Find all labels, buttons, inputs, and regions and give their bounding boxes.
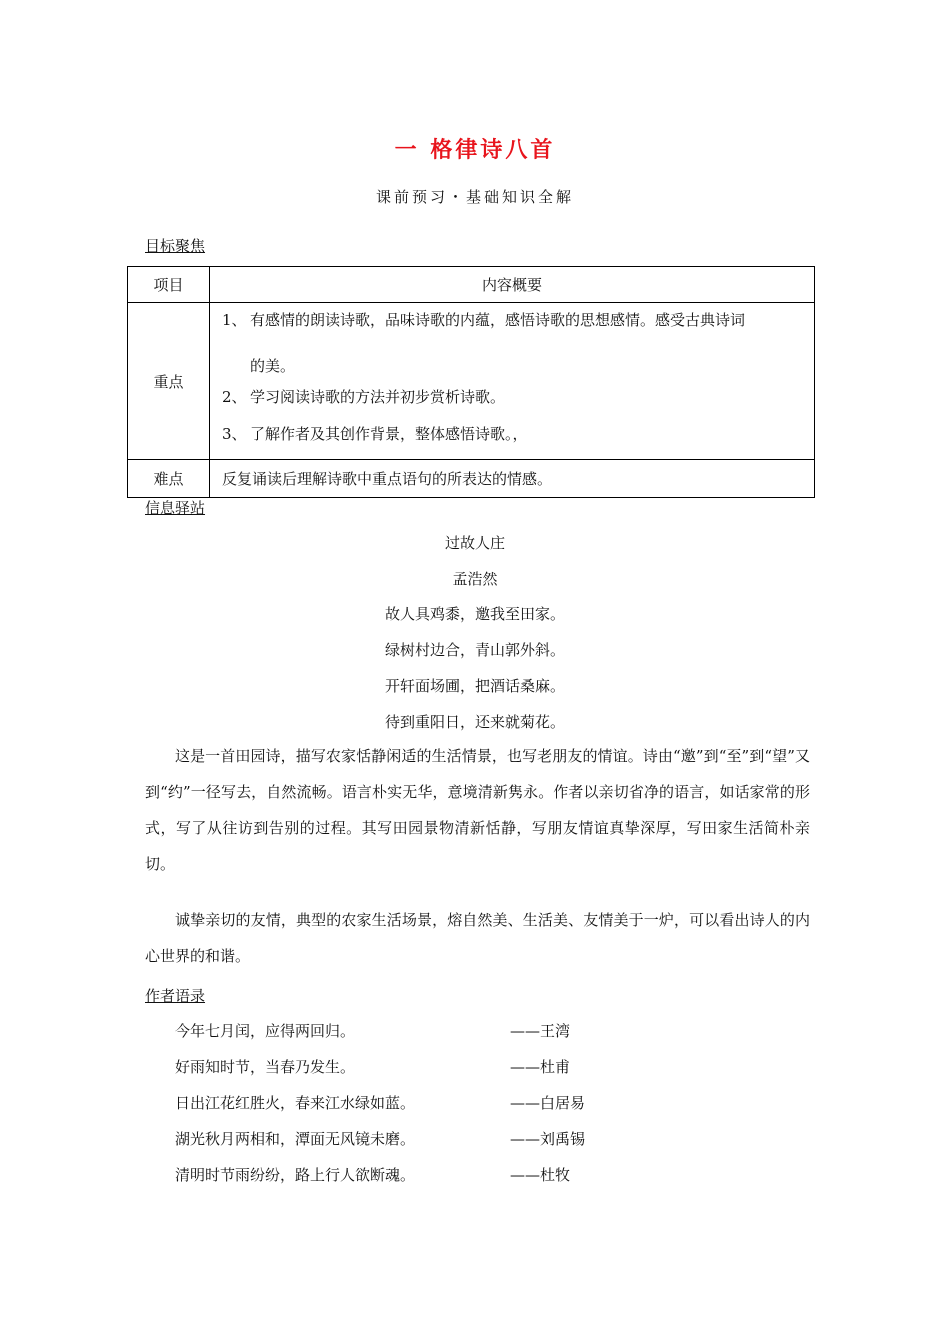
key-point-line [222, 421, 804, 449]
key-points-content [210, 303, 815, 460]
section-heading-goals: 目标聚焦 [145, 237, 206, 255]
key-point-number: 1、 [222, 311, 247, 329]
header-cell-item: 项目 [128, 267, 210, 303]
key-point-line [222, 384, 804, 421]
key-point-text: 的美。 [250, 357, 296, 375]
difficulty-label: 难点 [128, 460, 210, 498]
table-row-difficulty [128, 460, 815, 498]
goals-table [127, 266, 815, 498]
quote-author: ——刘禹锡 [510, 1130, 586, 1148]
quote-text: 好雨知时节，当春乃发生。 [175, 1058, 356, 1076]
key-point-text: 学习阅读诗歌的方法并初步赏析诗歌。 [250, 388, 506, 406]
page-title: 一 格律诗八首 [394, 138, 556, 163]
table-header-row [128, 267, 815, 303]
header-cell-content: 内容概要 [210, 267, 815, 303]
poem-title: 过故人庄 [444, 534, 505, 552]
poem-line: 故人具鸡黍，邀我至田家。 [384, 605, 565, 623]
quote-text: 今年七月闰，应得两回归。 [175, 1022, 356, 1040]
key-point-text: 了解作者及其创作背景，整体感悟诗歌。， [250, 425, 528, 443]
poem-line: 待到重阳日，还来就菊花。 [384, 713, 565, 731]
key-point-line [222, 307, 804, 344]
section-heading-quotes: 作者语录 [145, 987, 206, 1005]
poem-line: 开轩面场圃，把酒话桑麻。 [384, 677, 565, 695]
key-point-number: 2、 [222, 388, 247, 406]
poem-line: 绿树村边合，青山郭外斜。 [384, 641, 565, 659]
paragraph-summary: 诚挚亲切的友情，典型的农家生活场景，熔自然美、生活美、友情美于一炉，可以看出诗人的内心世界的和谐。 [145, 911, 810, 965]
difficulty-content: 反复诵读后理解诗歌中重点语句的所表达的情感。 [210, 460, 815, 498]
paragraph-analysis: 这是一首田园诗，描写农家恬静闲适的生活情景，也写老朋友的情谊。诗由“邀”到“至”到“望”又到“约”一径写去，自然流畅。语言朴实无华，意境清新隽永。作者以亲切省净的语言，如话家常的形式，写了从往访到告别的过程。其写田园景物清新恬静，写朋友情谊真挚深厚，写田家生活简朴亲切。 [145, 747, 810, 873]
table-row-key-points [128, 303, 815, 460]
page-subtitle: 课前预习・基础知识全解 [375, 188, 574, 206]
quote-author: ——杜牧 [510, 1166, 571, 1184]
section-heading-info: 信息驿站 [145, 499, 206, 517]
key-point-text: 有感情的朗读诗歌，品味诗歌的内蕴，感悟诗歌的思想感情。感受古典诗词 [250, 311, 746, 329]
key-point-line [222, 344, 804, 384]
poem-author: 孟浩然 [452, 570, 498, 588]
key-point-number: 3、 [222, 425, 247, 443]
quote-author: ——王湾 [510, 1022, 571, 1040]
quote-author: ——杜甫 [510, 1058, 571, 1076]
quote-text: 日出江花红胜火，春来江水绿如蓝。 [175, 1094, 416, 1112]
quote-text: 湖光秋月两相和，潭面无风镜未磨。 [175, 1130, 416, 1148]
quote-text: 清明时节雨纷纷，路上行人欲断魂。 [175, 1166, 416, 1184]
quote-author: ——白居易 [510, 1094, 586, 1112]
key-points-label: 重点 [128, 303, 210, 460]
